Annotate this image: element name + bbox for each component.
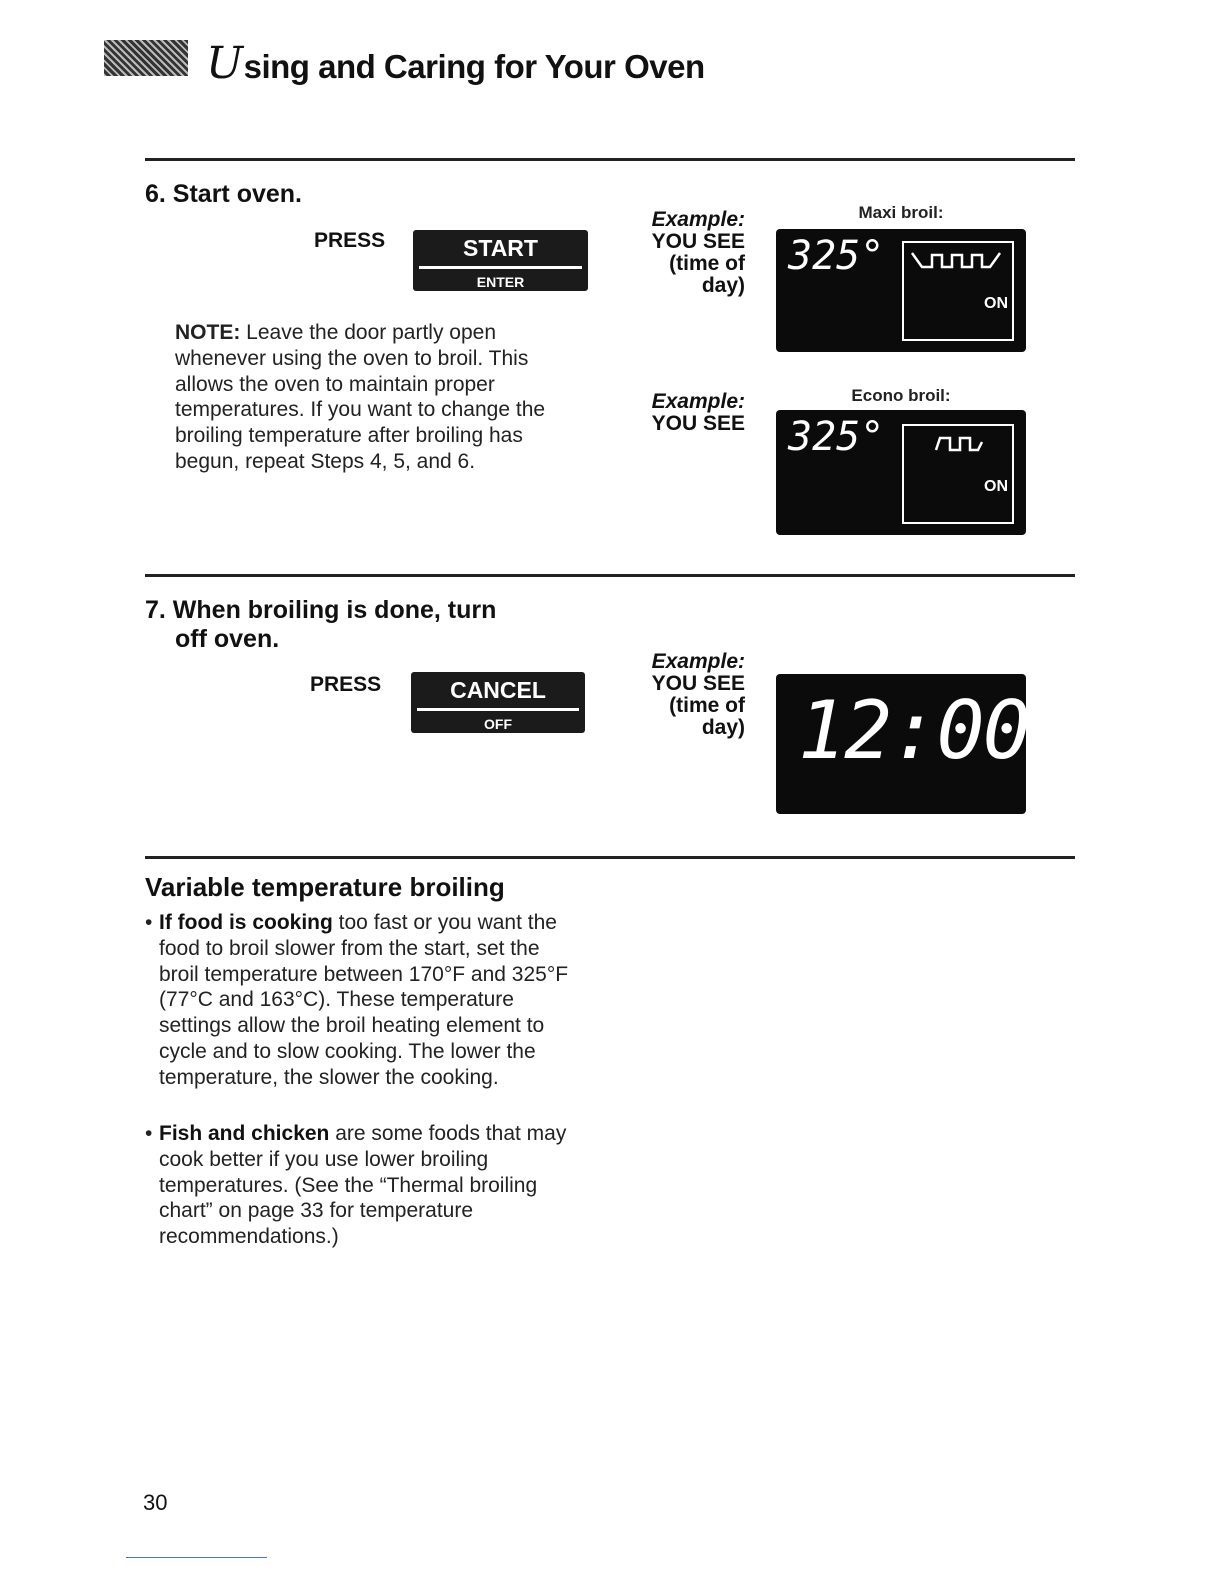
maxi-broil-element-icon [908,249,1008,271]
bullet-dot: • [145,911,153,934]
example-line1: YOU SEE [651,672,745,695]
example-line1: YOU SEE [651,412,745,435]
example-line3: day) [701,274,745,297]
step6-example2 [600,391,745,435]
bullet-dot: • [145,1122,153,1145]
cancel-key-label: CANCEL [450,677,546,703]
step7-press-label: PRESS [310,673,382,696]
list-item [145,910,585,1091]
step6-heading: 6. Start oven. [145,180,302,208]
display-clock: 12:00 [798,684,1029,777]
note-text: Leave the door partly open whenever using the oven to broil. This allows the oven to maintain proper temperatures. If you want to change the broiling temperature after broiling has begun, repeat Steps 4, 5, and 6. [175,321,546,473]
bullet-bold: Fish and chicken [159,1122,330,1145]
maxi-broil-caption: Maxi broil: [858,203,944,222]
title-text: sing and Caring for Your Oven [243,48,705,85]
divider [145,574,1075,577]
econo-broil-display [776,410,1026,535]
page-number: 30 [143,1490,168,1515]
cancel-off-key[interactable] [411,672,585,733]
title-initial: U [206,38,243,89]
example-line2: (time of [669,252,745,275]
on-indicator: ON [984,478,1008,495]
off-key-label: OFF [484,716,512,732]
section-title: Variable temperature broiling [145,872,505,902]
start-key-label: START [463,235,538,261]
page-title [206,38,705,89]
example-label: Example: [651,650,745,673]
maxi-broil-display [776,229,1026,352]
step7-heading-line2: off oven. [175,625,280,653]
broil-indicator-box [902,241,1014,341]
list-item [145,1121,585,1250]
time-of-day-display [776,674,1029,814]
econo-broil-caption: Econo broil: [851,386,951,405]
step6-press-label: PRESS [314,229,386,252]
bullet-text [145,1121,569,1250]
on-indicator: ON [984,295,1008,312]
display-temperature: 325° [788,414,885,460]
divider [145,856,1075,859]
footer-line [126,1557,267,1558]
step7-example [600,651,745,739]
display-temperature: 325° [788,233,885,279]
divider [145,158,1075,161]
example-label: Example: [651,390,745,413]
broil-indicator-box [902,424,1014,524]
step6-note [175,320,585,475]
example-line3: day) [701,716,745,739]
bullet-text [145,910,585,1091]
section-icon [104,40,188,76]
step7-heading-line1: 7. When broiling is done, turn [145,596,497,624]
example-line1: YOU SEE [651,230,745,253]
step7-heading [145,596,496,654]
bullet-bold: If food is cooking [159,911,333,934]
bullet-body: too fast or you want the food to broil slower from the start, set the broil temperature between 170°F and 325°F (77°C and 163°C). These temperature settings allow the broil heating element to cycle and to slow cooking. The lower the temperature, the slower the cooking. [159,911,569,1089]
example-line2: (time of [669,694,745,717]
bullet-body: are some foods that may cook better if you use lower broiling temperatures. (See the “Thermal broiling chart” on page 33 for temperature recommendations.) [159,1122,567,1249]
start-enter-key[interactable] [413,230,588,291]
econo-broil-element-icon [932,432,988,454]
step6-example1 [600,209,745,297]
example-label: Example: [651,208,745,231]
note-label: NOTE: [175,321,241,344]
enter-key-label: ENTER [476,274,525,290]
